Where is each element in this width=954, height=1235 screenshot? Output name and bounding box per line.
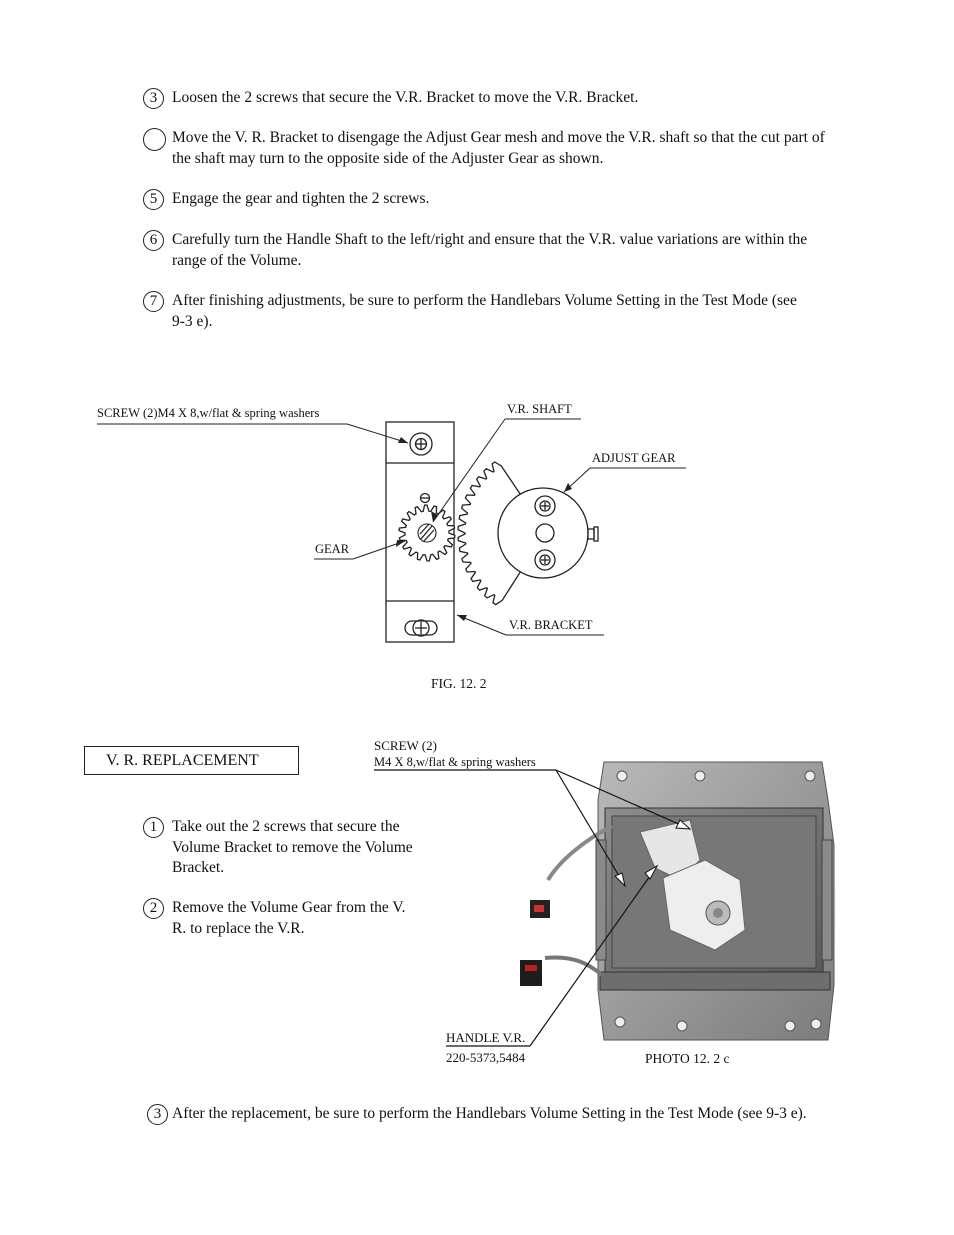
step-number: 5: [143, 189, 164, 210]
step-text: Move the V. R. Bracket to disengage the Adjust Gear mesh and move the V.R. shaft so that the cut part of the shaft may turn to the opposite side of the Adjuster Gear as shown.: [172, 129, 825, 167]
vr-bracket-label: V.R. BRACKET: [509, 618, 593, 632]
adjust-gear-label: ADJUST GEAR: [592, 451, 676, 465]
step-text: Take out the 2 screws that secure the Volume Bracket to remove the Volume Bracket.: [172, 818, 413, 876]
step-text: Loosen the 2 screws that secure the V.R. Bracket to move the V.R. Bracket.: [172, 89, 639, 106]
handle-vr-label: HANDLE V.R.: [446, 1030, 526, 1045]
figure-caption: FIG. 12. 2: [431, 676, 487, 691]
step-text: After the replacement, be sure to perform the Handlebars Volume Setting in the Test Mode (see 9-3 e).: [172, 1105, 807, 1122]
photo-screw-spec: M4 X 8,w/flat & spring washers: [374, 755, 536, 769]
gear-label: GEAR: [315, 542, 350, 556]
vr-shaft-label: V.R. SHAFT: [507, 402, 572, 416]
step-text: Remove the Volume Gear from the V. R. to replace the V.R.: [172, 899, 406, 937]
section-heading: V. R. REPLACEMENT: [84, 746, 299, 775]
step-text: After finishing adjustments, be sure to perform the Handlebars Volume Setting in the Test Mode (see 9-3 e).: [172, 292, 797, 330]
screw-label: SCREW (2)M4 X 8,w/flat & spring washers: [97, 406, 320, 420]
step-text: Engage the gear and tighten the 2 screws.: [172, 190, 430, 207]
step-text: Carefully turn the Handle Shaft to the left/right and ensure that the V.R. value variations are within the range of the Volume.: [172, 231, 808, 269]
handle-vr-part-number: 220-5373,5484: [446, 1050, 526, 1065]
step-number: 3: [147, 1104, 168, 1125]
step-number: 7: [143, 291, 164, 312]
step-number: 3: [143, 88, 164, 109]
step-number: 2: [143, 898, 164, 919]
photo-caption: PHOTO 12. 2 c: [645, 1051, 730, 1066]
step-number: 6: [143, 230, 164, 251]
step-number: 1: [143, 817, 164, 838]
photo-screw-label: SCREW (2): [374, 738, 437, 753]
